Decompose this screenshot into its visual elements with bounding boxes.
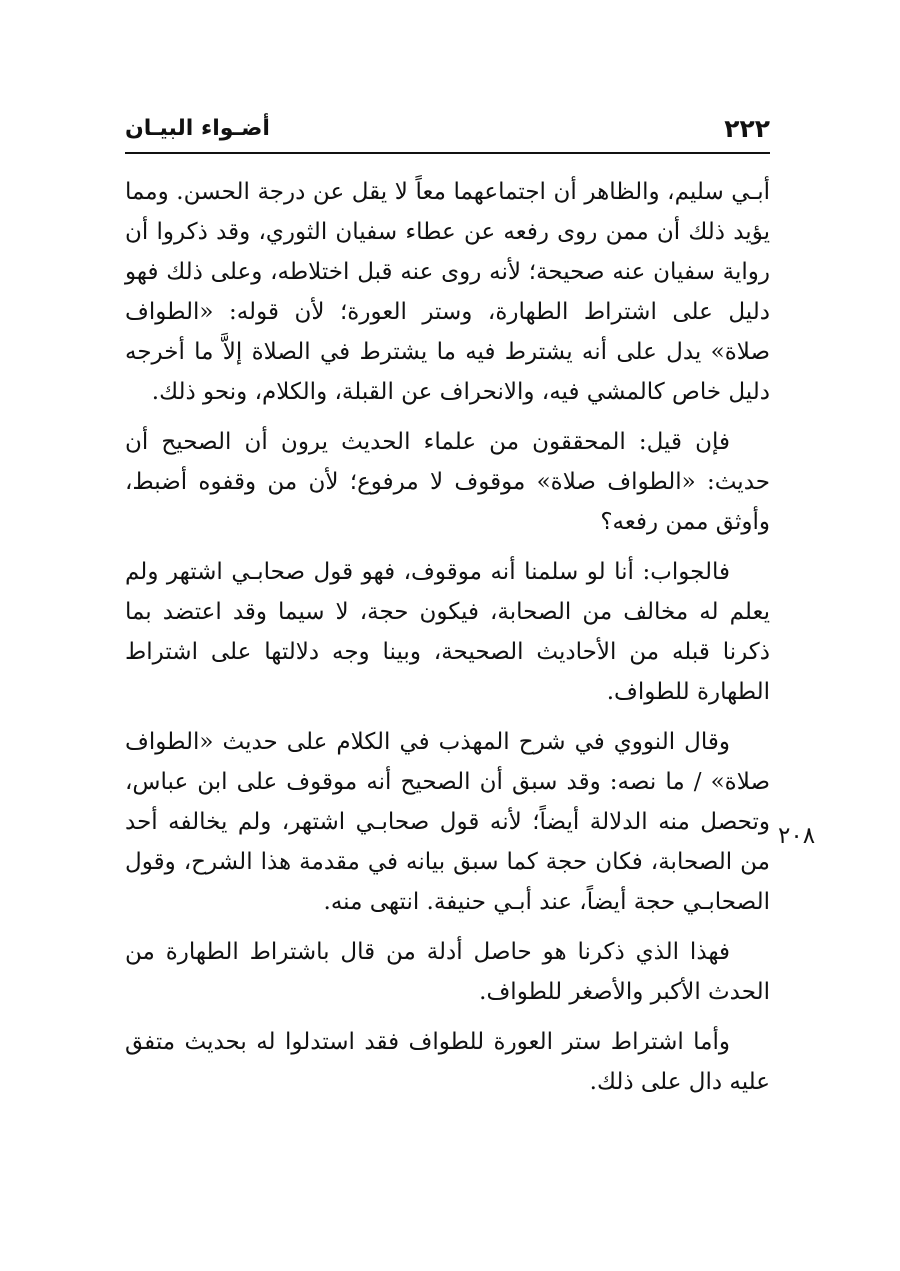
- paragraph: فإن قيل: المحققون من علماء الحديث يرون أن الصحيح أن حديث: «الطواف صلاة» موقوف لا مرفوع؛ لأن من وقفوه أضبط، وأوثق ممن رفعه؟: [125, 429, 770, 535]
- margin-page-reference: ٢٠٨: [778, 823, 816, 849]
- paragraph: وأما اشتراط ستر العورة للطواف فقد استدلوا له بحديث متفق عليه دال على ذلك.: [125, 1029, 770, 1095]
- header-divider: [125, 152, 770, 154]
- running-title: أضـواء البيـان: [125, 116, 270, 141]
- paragraph: وقال النووي في شرح المهذب في الكلام على حديث «الطواف صلاة» / ما نصه: وقد سبق أن الصحيح أنه موقوف على ابن عباس، وتحصل منه الدلالة أيضاً؛ لأنه قول صحابـي اشتهر، ولم يخالفه أحد من الصحابة، فكان حجة كما سبق بيانه في مقدمة هذا الشرح، وقول الصحابـي حجة أيضاً، عند أبـي حنيفة. انتهى منه.: [125, 729, 770, 915]
- page-number: ٢٢٢: [724, 114, 770, 143]
- body-text: [125, 172, 770, 1112]
- page-header: [125, 112, 770, 146]
- paragraph: فهذا الذي ذكرنا هو حاصل أدلة من قال باشتراط الطهارة من الحدث الأكبر والأصغر للطواف.: [125, 939, 770, 1005]
- paragraph: فالجواب: أنا لو سلمنا أنه موقوف، فهو قول صحابـي اشتهر ولم يعلم له مخالف من الصحابة، فيكون حجة، لا سيما وقد اعتضد بما ذكرنا قبله من الأحاديث الصحيحة، وبينا وجه دلالتها على اشتراط الطهارة للطواف.: [125, 559, 770, 705]
- paragraph: أبـي سليم، والظاهر أن اجتماعهما معاً لا يقل عن درجة الحسن. ومما يؤيد ذلك أن ممن روى رفعه عن عطاء سفيان الثوري، وقد ذكروا أن رواية سفيان عنه صحيحة؛ لأنه روى عنه قبل اختلاطه، وعلى ذلك فهو دليل على اشتراط الطهارة، وستر العورة؛ لأن قوله: «الطواف صلاة» يدل على أنه يشترط فيه ما يشترط في الصلاة إلاَّ ما أخرجه دليل خاص كالمشي فيه، والانحراف عن القبلة، والكلام، ونحو ذلك.: [125, 179, 770, 405]
